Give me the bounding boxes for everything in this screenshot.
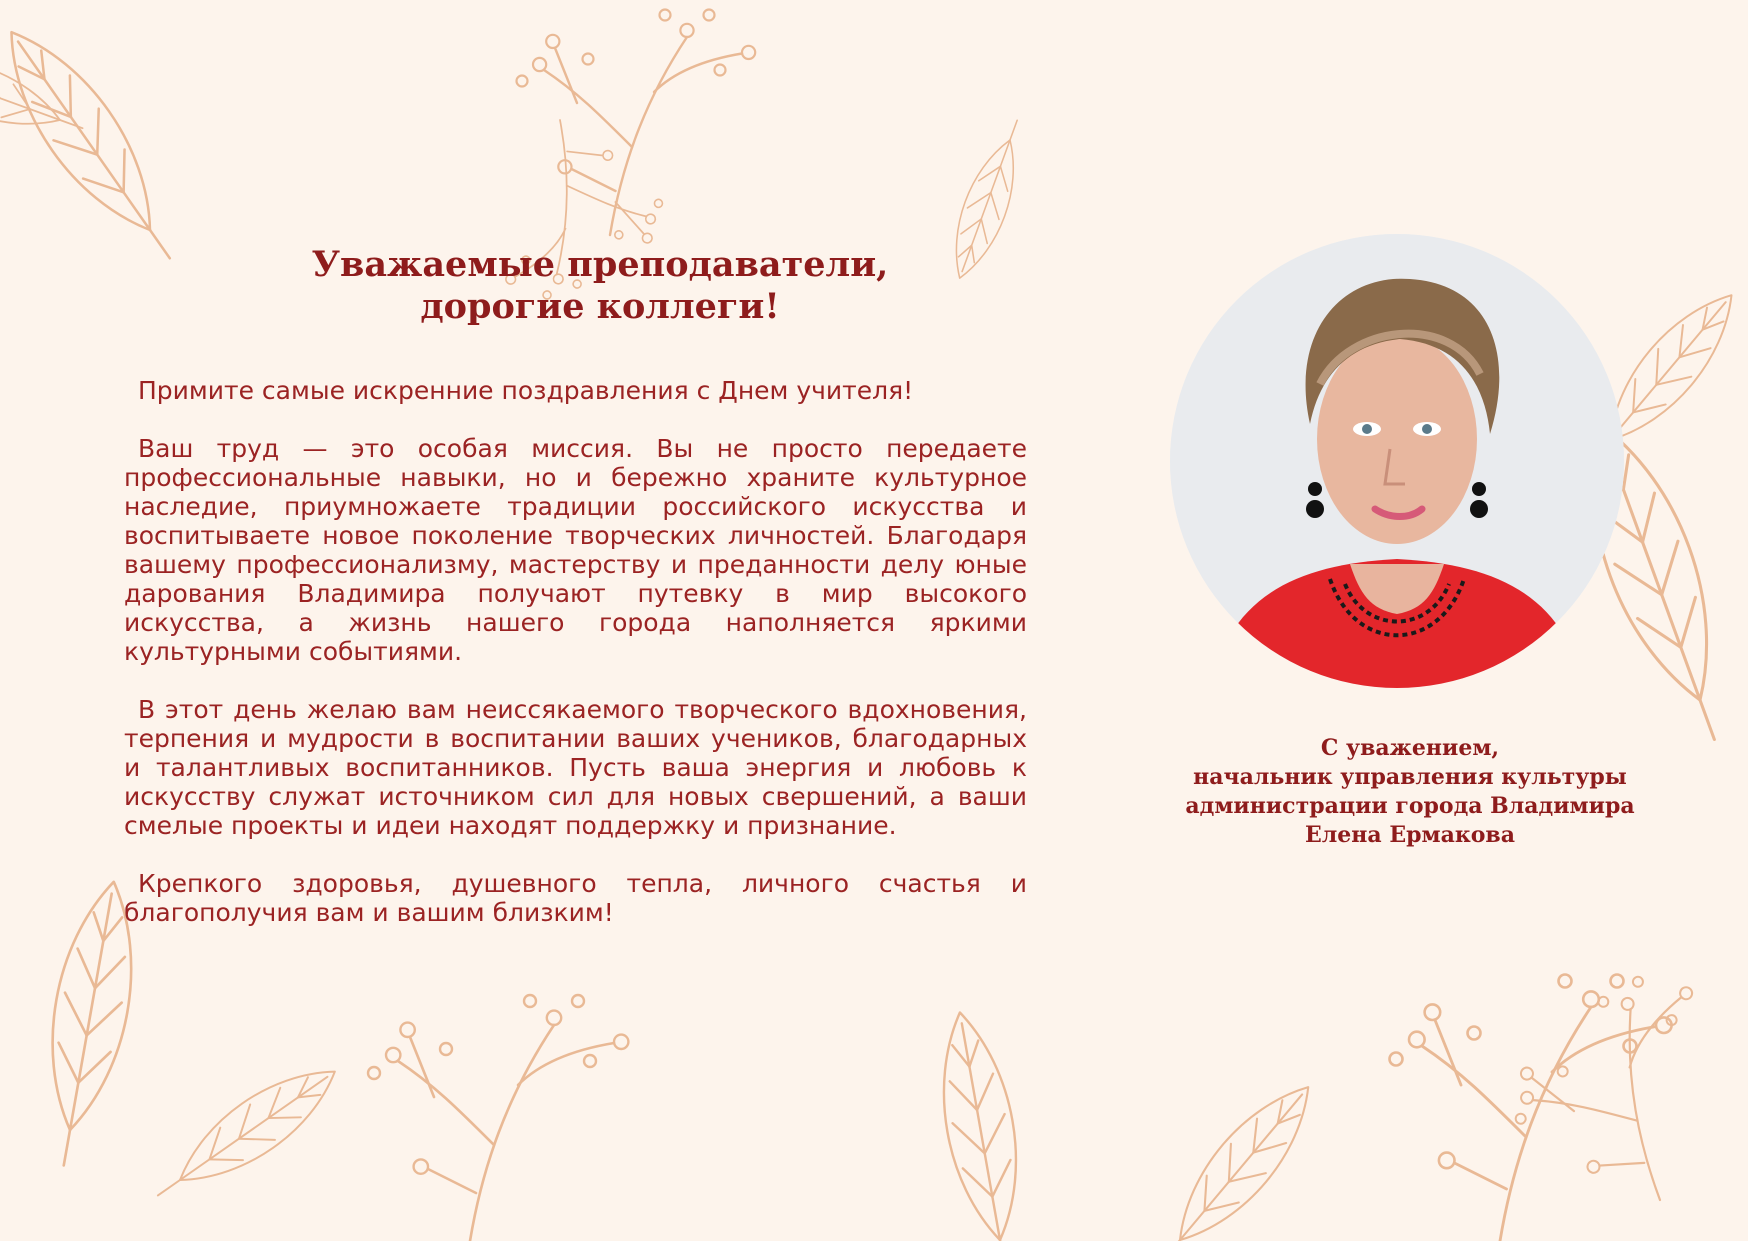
- greeting-title: [180, 244, 1020, 328]
- berry-branch-icon: [1484, 956, 1748, 1241]
- signature-block: [1140, 734, 1680, 850]
- berry-branch-icon: [517, 9, 756, 235]
- signature-organization: администрации города Владимира: [1185, 793, 1635, 819]
- letter-paragraph: Примите самые искренние поздравления с Днем учителя!: [138, 376, 914, 405]
- signature-position: начальник управления культуры: [1193, 764, 1627, 790]
- greeting-line-2: дорогие коллеги!: [420, 286, 780, 327]
- leaf-icon: [1140, 1069, 1330, 1241]
- portrait-illustration: [1170, 234, 1624, 688]
- portrait-photo: [1170, 234, 1624, 688]
- leaf-icon: [0, 12, 198, 278]
- letter-body: [124, 376, 1027, 956]
- leaf-icon: [927, 1007, 1038, 1241]
- greeting-line-1: Уважаемые преподаватели,: [311, 244, 889, 285]
- letter-paragraph: В этот день желаю вам неиссякаемого творческого вдохновения, терпения и мудрости в воспитании ваших учеников, благодарных и талантливых воспитанников. Пусть ваша энергия и любовь к искусству служат источником сил для новых свершений, а ваши смелые проекты и идеи находят поддержку и признание.: [124, 695, 1027, 840]
- leaf-icon: [142, 1049, 350, 1217]
- letter-paragraph: Крепкого здоровья, душевного тепла, личного счастья и благополучия вам и вашим близким!: [124, 869, 1027, 927]
- berry-branch-icon: [368, 995, 628, 1241]
- signature-closing: С уважением,: [1320, 735, 1500, 761]
- letter-paragraph: Ваш труд — это особая миссия. Вы не просто передаете профессиональные навыки, но и бережно храните культурное наследие, приумножаете традиции российского искусства и воспитываете новое поколение творческих личностей. Благодаря вашему профессионализму, мастерству и преданности делу юные дарования Владимира получают путевку в мир высокого искусства, а жизнь нашего города наполняется яркими культурными событиями.: [124, 434, 1027, 666]
- signature-name: Елена Ермакова: [1305, 822, 1515, 848]
